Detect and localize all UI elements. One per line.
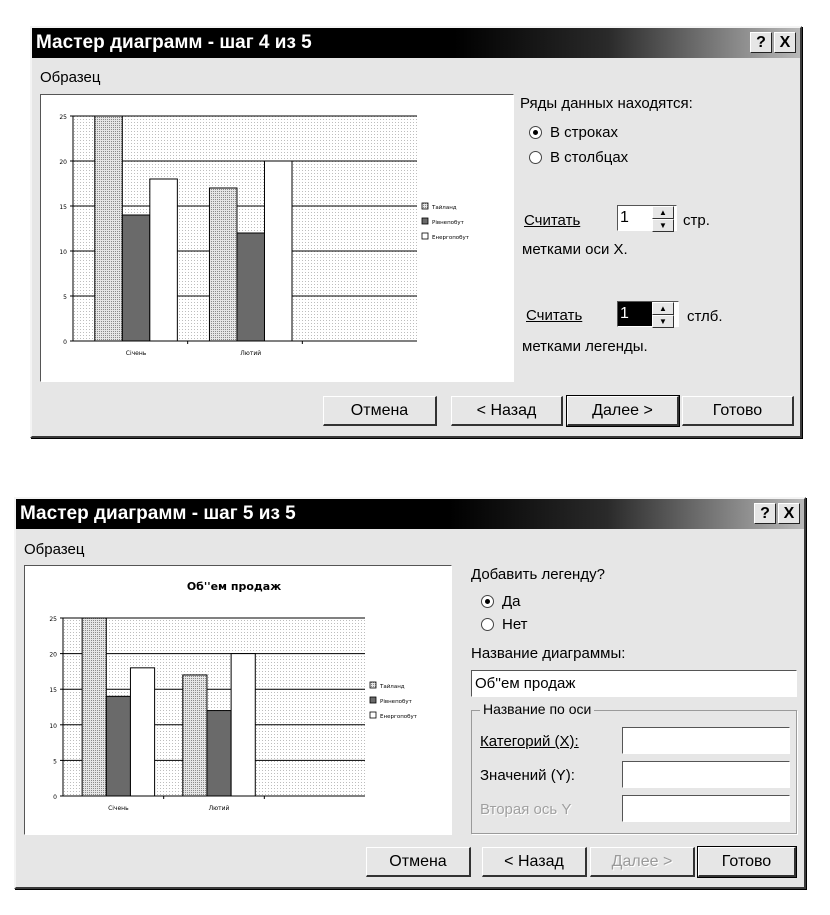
y-tick-label: 5: [63, 294, 67, 301]
chart-title-label: Название диаграммы:: [471, 645, 626, 662]
axis-title-group: [471, 701, 797, 834]
legend: [419, 201, 503, 249]
legend-entry: Тайланд: [432, 205, 457, 211]
bar: [130, 668, 154, 796]
legend-swatch: [422, 233, 428, 239]
x-tick-label: Січень: [108, 805, 129, 812]
bar: [207, 711, 231, 796]
spinner-value[interactable]: 1: [620, 209, 629, 226]
close-button[interactable]: X: [778, 503, 800, 524]
secondary-axis-label: Вторая ось Y: [480, 801, 572, 818]
chart-wizard-step5-dialog: [14, 497, 806, 889]
legend-entry: Рівнепобут: [380, 699, 412, 705]
bar: [150, 179, 178, 341]
y-tick-label: 25: [49, 616, 57, 623]
values-axis-label: Значений (Y):: [480, 767, 575, 784]
chart-preview: [24, 565, 452, 835]
radio-indicator[interactable]: [481, 618, 494, 631]
legend-entry: Енергопобут: [432, 235, 470, 241]
series-location-label: Ряды данных находятся:: [520, 95, 693, 112]
chart-svg: [41, 95, 513, 381]
y-tick-label: 20: [59, 159, 67, 166]
y-tick-label: 0: [63, 339, 67, 346]
y-tick-label: 25: [59, 114, 67, 121]
radio-yes-label: Да: [502, 593, 521, 610]
next-button[interactable]: Далее >: [567, 396, 679, 426]
y-tick-label: 15: [49, 687, 57, 695]
cancel-button[interactable]: Отмена: [366, 847, 471, 877]
chart-preview: [40, 94, 514, 382]
finish-button[interactable]: Готово: [682, 396, 794, 426]
chart-title-input[interactable]: Об''ем продаж: [471, 670, 797, 697]
spin-up-icon[interactable]: ▲: [652, 302, 674, 315]
title-bar[interactable]: [32, 28, 800, 58]
spin2-unit: стлб.: [687, 308, 723, 325]
y-tick-label: 10: [49, 722, 57, 730]
spin2-suffix: метками легенды.: [522, 338, 648, 355]
legend-swatch: [370, 697, 376, 703]
bar: [209, 188, 237, 341]
legend: [367, 680, 447, 728]
spinner-value[interactable]: 1: [618, 302, 652, 326]
next-button: Далее >: [590, 847, 695, 877]
bar: [231, 654, 255, 796]
sample-label: Образец: [24, 541, 85, 558]
y-tick-label: 0: [53, 794, 57, 801]
bar: [95, 116, 123, 341]
spin-down-icon[interactable]: ▼: [652, 315, 674, 328]
spin-up-icon[interactable]: ▲: [652, 206, 674, 219]
category-axis-label: Категорий (X):: [480, 733, 579, 750]
legend-entry: Тайланд: [380, 684, 405, 690]
legend-label-cols-spinner[interactable]: [617, 301, 679, 327]
bar: [82, 618, 106, 796]
legend-swatch: [370, 682, 376, 688]
radio-indicator[interactable]: [529, 126, 542, 139]
chart-wizard-step4-dialog: [30, 26, 802, 438]
radio-legend-yes[interactable]: [481, 593, 521, 610]
window-title: Мастер диаграмм - шаг 5 из 5: [20, 503, 296, 524]
cancel-button[interactable]: Отмена: [323, 396, 437, 426]
radio-indicator[interactable]: [481, 595, 494, 608]
y-tick-label: 5: [53, 758, 57, 766]
radio-no-label: Нет: [502, 616, 528, 633]
legend-swatch: [422, 218, 428, 224]
y-tick-label: 15: [59, 204, 67, 211]
legend-swatch: [370, 712, 376, 718]
count-label-x: Считать: [524, 212, 581, 229]
close-button[interactable]: X: [774, 32, 796, 53]
axis-group-title: Название по оси: [480, 701, 594, 717]
radio-rows-label: В строках: [550, 124, 618, 141]
bar: [122, 215, 150, 341]
title-bar[interactable]: [16, 499, 804, 529]
legend-entry: Енергопобут: [380, 714, 418, 720]
sample-label: Образец: [40, 69, 101, 86]
chart-title: Об''ем продаж: [186, 580, 282, 593]
x-tick-label: Січень: [125, 350, 147, 357]
finish-button[interactable]: Готово: [698, 847, 796, 877]
radio-cols-label: В столбцах: [550, 149, 629, 166]
back-button[interactable]: < Назад: [482, 847, 587, 877]
legend-swatch: [422, 203, 428, 209]
y-tick-label: 10: [59, 249, 67, 256]
radio-indicator[interactable]: [529, 151, 542, 164]
x-tick-label: Лютий: [240, 350, 262, 357]
bar: [264, 161, 292, 341]
spin-down-icon[interactable]: ▼: [652, 219, 674, 232]
window-title: Мастер диаграмм - шаг 4 из 5: [36, 32, 312, 53]
y-tick-label: 20: [49, 651, 57, 659]
help-button[interactable]: ?: [750, 32, 772, 53]
back-button[interactable]: < Назад: [451, 396, 563, 426]
help-button[interactable]: ?: [754, 503, 776, 524]
bar: [106, 696, 130, 796]
count-label-legend: Считать: [526, 307, 583, 324]
chart-svg: [25, 566, 451, 834]
radio-in-rows[interactable]: [529, 124, 618, 141]
spin1-unit: стр.: [683, 212, 710, 229]
bar: [237, 233, 265, 341]
bar: [183, 675, 207, 796]
radio-in-columns[interactable]: [529, 149, 628, 166]
spin1-suffix: метками оси X.: [522, 241, 628, 258]
radio-legend-no[interactable]: [481, 616, 528, 633]
secondary-axis-input[interactable]: [622, 795, 790, 822]
legend-entry: Рівнепобут: [432, 220, 464, 226]
legend-question: Добавить легенду?: [471, 566, 605, 583]
category-axis-input[interactable]: [622, 727, 790, 754]
x-tick-label: Лютий: [208, 805, 230, 812]
x-axis-label-rows-spinner[interactable]: [617, 205, 677, 231]
values-axis-input[interactable]: [622, 761, 790, 788]
